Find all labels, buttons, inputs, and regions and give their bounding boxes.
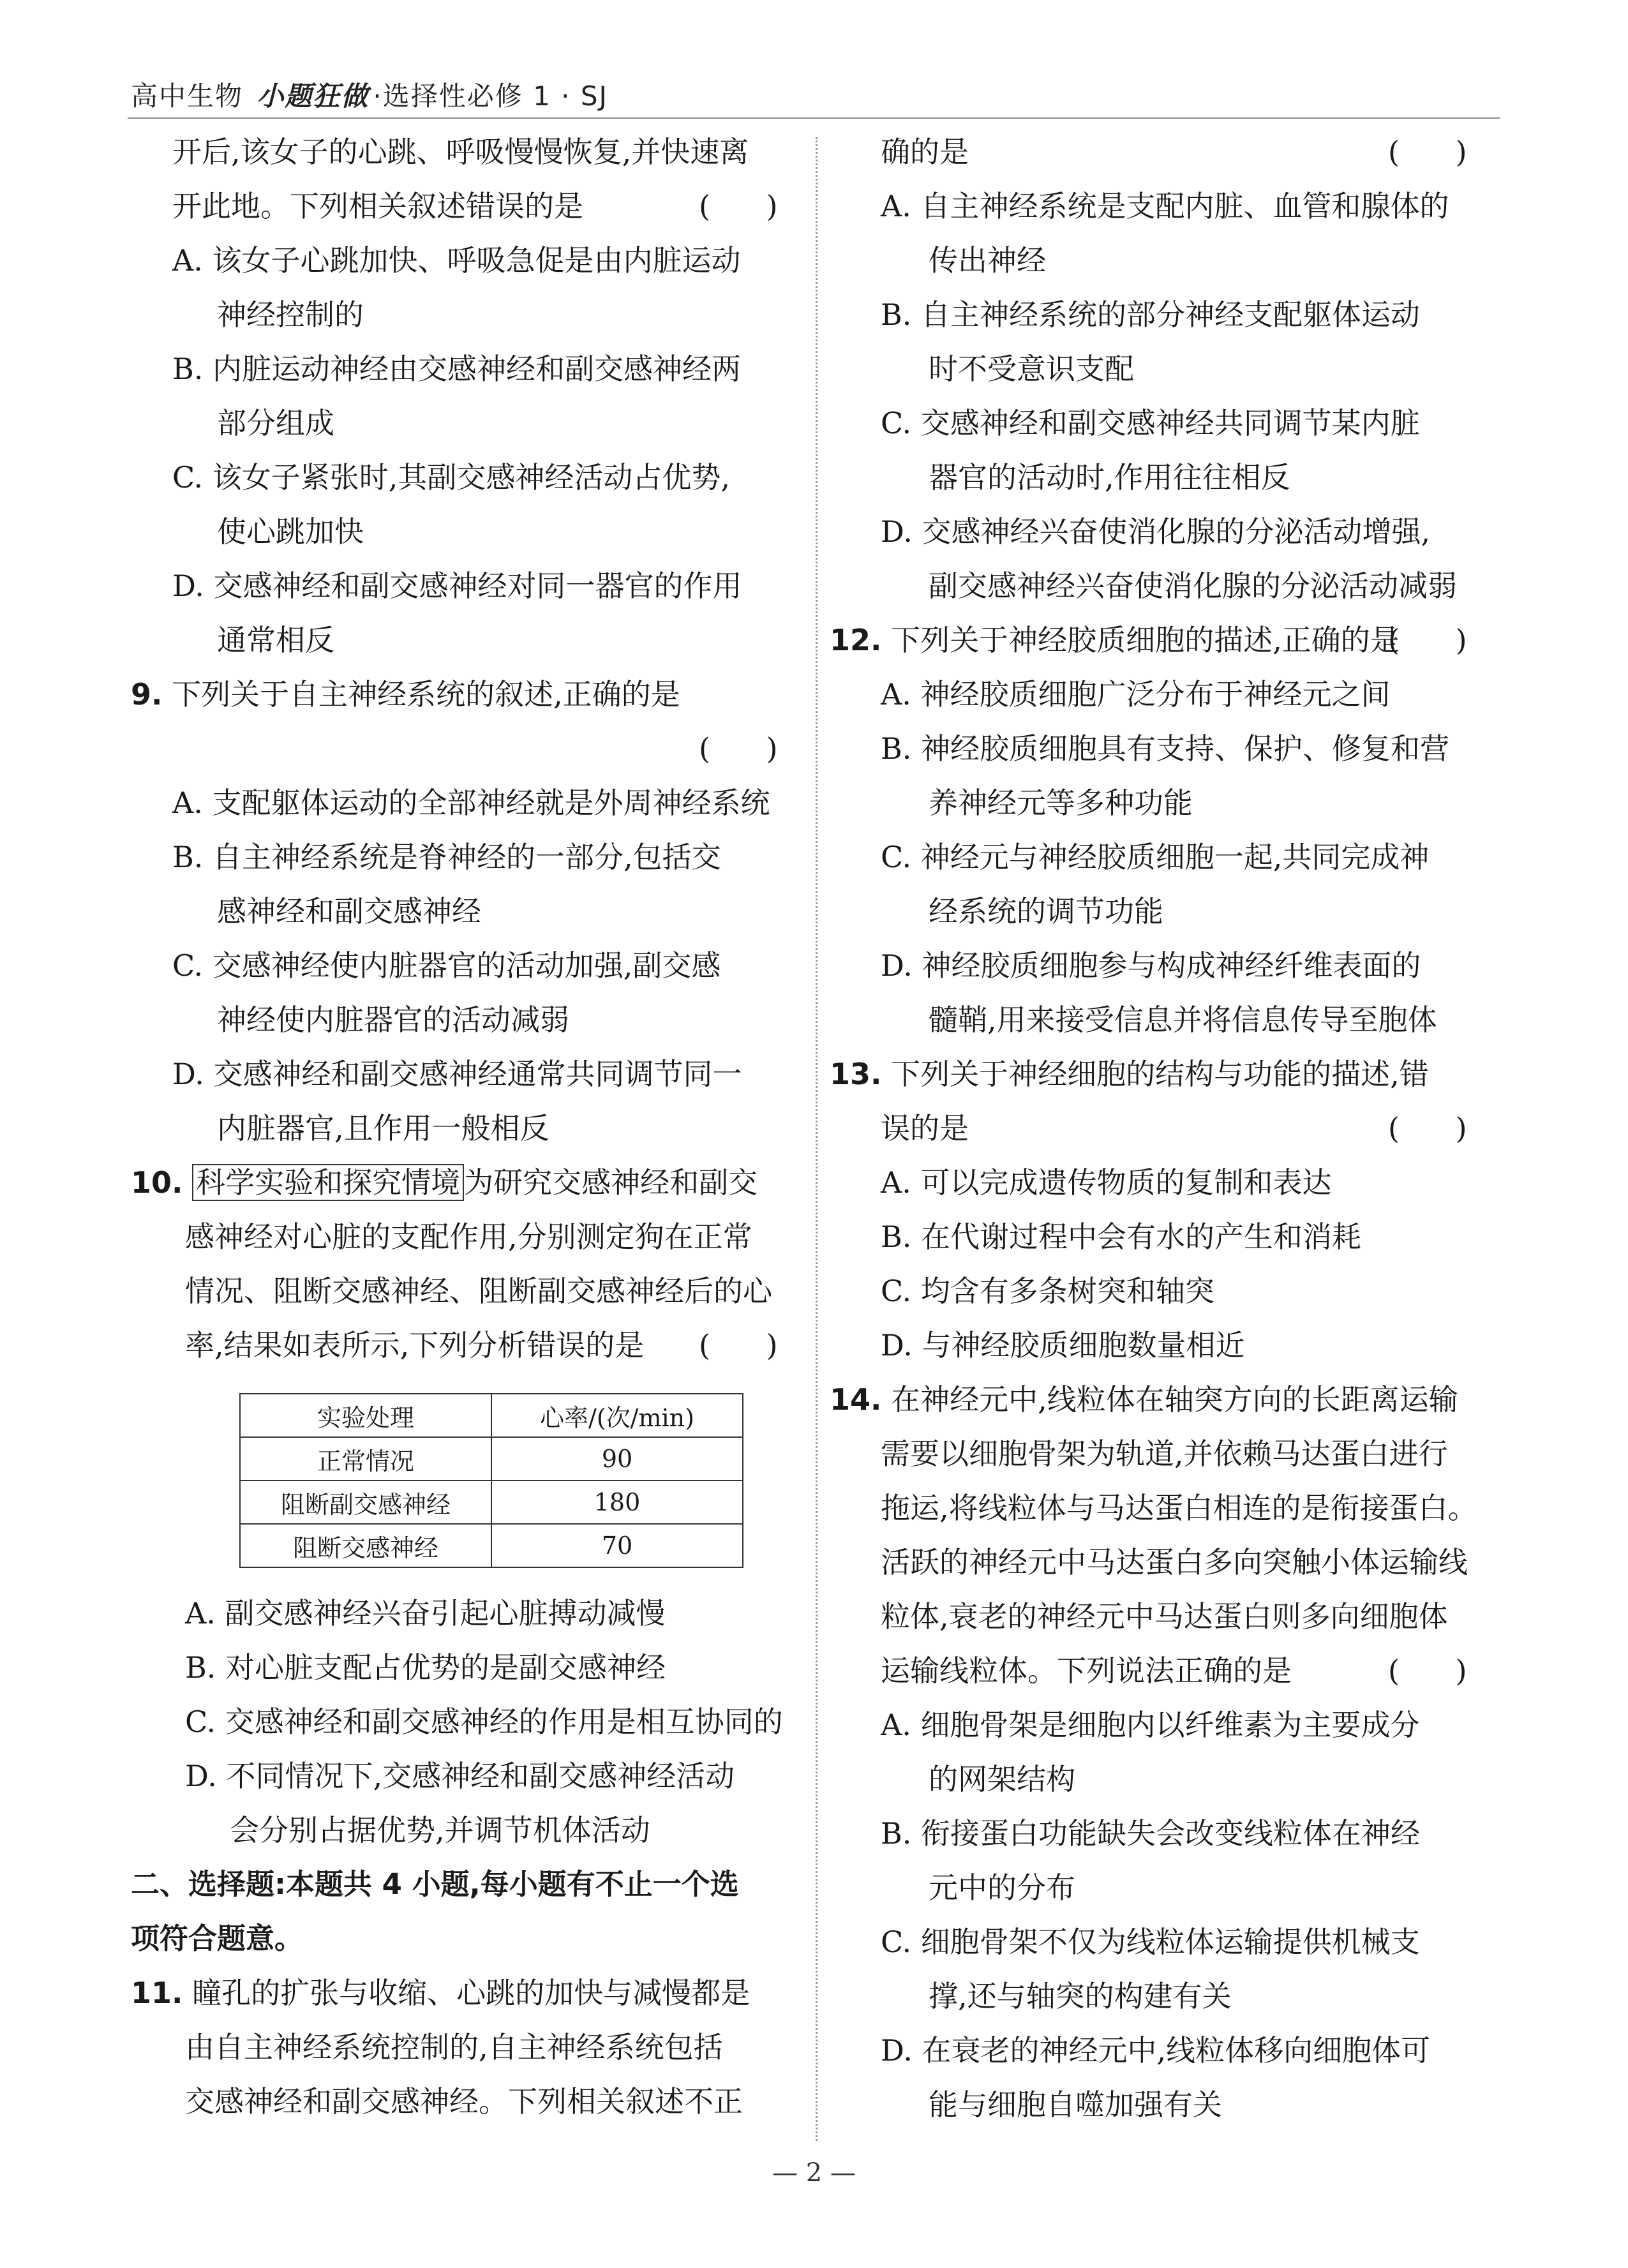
q11-option-d: D. 交感神经兴奋使消化腺的分泌活动增强, — [881, 514, 1431, 549]
q14-option-b-cont: 元中的分布 — [929, 1870, 1075, 1905]
table-cell: 90 — [491, 1437, 743, 1481]
q9-option-d: D. 交感神经和副交感神经通常共同调节同一 — [172, 1057, 742, 1091]
q10-option-c: C. 交感神经和副交感神经的作用是相互协同的 — [185, 1705, 783, 1739]
q9-text: 下列关于自主神经系统的叙述,正确的是 — [172, 677, 680, 712]
q14-line-5: 粒体,衰老的神经元中马达蛋白则多向细胞体 — [881, 1599, 1448, 1634]
q13-option-d: D. 与神经胶质细胞数量相近 — [881, 1328, 1245, 1362]
q8-option-d: D. 交感神经和副交感神经对同一器官的作用 — [172, 569, 742, 603]
q9-option-b-cont: 感神经和副交感神经 — [217, 894, 481, 929]
table-header-heart-rate: 心率/(次/min) — [491, 1394, 743, 1437]
q12-option-d: D. 神经胶质细胞参与构成神经纤维表面的 — [881, 948, 1421, 983]
q11-number: 11. — [131, 1976, 183, 2010]
q9-option-a: A. 支配躯体运动的全部神经就是外周神经系统 — [172, 786, 770, 820]
q11-line-4: 确的是 — [881, 135, 969, 169]
q13-stem — [830, 1055, 1429, 1093]
q8-option-c-cont: 使心跳加快 — [217, 514, 364, 549]
q13-number: 13. — [830, 1057, 882, 1091]
q12-stem — [830, 621, 1400, 659]
table-row — [240, 1481, 743, 1524]
q14-line-6: 运输线粒体。下列说法正确的是 — [881, 1653, 1292, 1688]
section-2-heading-cont: 项符合题意。 — [131, 1921, 304, 1955]
q12-option-d-cont: 髓鞘,用来接受信息并将信息传导至胞体 — [929, 1003, 1437, 1037]
q14-text-1: 在神经元中,线粒体在轴突方向的长距离运输 — [891, 1382, 1458, 1417]
q10-line-2: 感神经对心脏的支配作用,分别测定狗在正常 — [185, 1220, 752, 1254]
table-cell: 正常情况 — [240, 1437, 491, 1481]
q14-option-c-cont: 撑,还与轴突的构建有关 — [929, 1979, 1232, 2013]
q14-option-b: B. 衔接蛋白功能缺失会改变线粒体在神经 — [881, 1816, 1421, 1851]
q8-option-a: A. 该女子心跳加快、呼吸急促是由内脏运动 — [172, 243, 741, 278]
q8-option-c: C. 该女子紧张时,其副交感神经活动占优势, — [172, 460, 731, 495]
q13-text-1: 下列关于神经细胞的结构与功能的描述,错 — [891, 1057, 1429, 1091]
q10-option-d: D. 不同情况下,交感神经和副交感神经活动 — [185, 1759, 735, 1793]
q11-option-b: B. 自主神经系统的部分神经支配躯体运动 — [881, 297, 1421, 332]
table-row — [240, 1437, 743, 1481]
q11-option-c-cont: 器官的活动时,作用往往相反 — [929, 460, 1290, 495]
q12-option-c: C. 神经元与神经胶质细胞一起,共同完成神 — [881, 840, 1430, 874]
header-separator: · — [373, 80, 383, 112]
course-label: 选择性必修 1 · SJ — [382, 80, 608, 112]
q8-answer-blank[interactable]: ( ) — [699, 189, 778, 223]
q11-option-a: A. 自主神经系统是支配内脏、血管和腺体的 — [881, 189, 1449, 223]
q13-option-a: A. 可以完成遗传物质的复制和表达 — [881, 1165, 1332, 1200]
q14-line-2: 需要以细胞骨架为轨道,并依赖马达蛋白进行 — [881, 1436, 1448, 1471]
q11-line-2: 由自主神经系统控制的,自主神经系统包括 — [185, 2030, 723, 2064]
q12-answer-blank[interactable]: ( ) — [1388, 623, 1467, 657]
q9-number: 9. — [131, 677, 163, 712]
q11-option-c: C. 交感神经和副交感神经共同调节某内脏 — [881, 406, 1420, 440]
q9-option-b: B. 自主神经系统是脊神经的一部分,包括交 — [172, 840, 721, 874]
table-cell: 阻断交感神经 — [240, 1524, 491, 1567]
q10-stem — [131, 1163, 758, 1202]
brand-logo-text: 小题狂做 — [257, 80, 370, 112]
q8-option-b-cont: 部分组成 — [217, 406, 334, 440]
table-cell: 70 — [491, 1524, 743, 1567]
header-rule — [128, 117, 1500, 119]
column-divider — [816, 137, 818, 2141]
q12-option-c-cont: 经系统的调节功能 — [929, 894, 1163, 929]
section-2-heading: 二、选择题:本题共 4 小题,每小题有不止一个选 — [131, 1867, 739, 1901]
q11-text-1: 瞳孔的扩张与收缩、心跳的加快与减慢都是 — [192, 1976, 751, 2010]
q10-text-1: 为研究交感神经和副交 — [464, 1165, 758, 1200]
table-header-treatment: 实验处理 — [240, 1394, 491, 1437]
q9-option-c: C. 交感神经使内脏器官的活动加强,副交感 — [172, 948, 721, 983]
q11-option-b-cont: 时不受意识支配 — [929, 352, 1134, 386]
q11-answer-blank[interactable]: ( ) — [1388, 135, 1467, 169]
page-header — [131, 75, 608, 114]
q14-option-a: A. 细胞骨架是细胞内以纤维素为主要成分 — [881, 1708, 1420, 1742]
q11-stem — [131, 1974, 750, 2012]
q14-option-c: C. 细胞骨架不仅为线粒体运输提供机械支 — [881, 1925, 1420, 1959]
q10-answer-blank[interactable]: ( ) — [699, 1328, 778, 1362]
q12-text: 下列关于神经胶质细胞的描述,正确的是 — [891, 623, 1400, 657]
q14-line-3: 拖运,将线粒体与马达蛋白相连的是衔接蛋白。 — [881, 1491, 1477, 1525]
q9-answer-blank[interactable]: ( ) — [699, 731, 778, 766]
q14-option-a-cont: 的网架结构 — [929, 1762, 1075, 1796]
q14-line-4: 活跃的神经元中马达蛋白多向突触小体运输线 — [881, 1545, 1468, 1579]
q14-option-d-cont: 能与细胞自噬加强有关 — [929, 2087, 1222, 2122]
q10-option-d-cont: 会分别占据优势,并调节机体活动 — [230, 1813, 650, 1847]
q10-option-b: B. 对心脏支配占优势的是副交感神经 — [185, 1650, 666, 1685]
q10-context-tag: 科学实验和探究情境 — [192, 1164, 464, 1201]
q11-option-d-cont: 副交感神经兴奋使消化腺的分泌活动减弱 — [929, 569, 1457, 603]
q13-answer-blank[interactable]: ( ) — [1388, 1111, 1467, 1145]
q9-option-d-cont: 内脏器官,且作用一般相反 — [217, 1111, 549, 1145]
q9-option-c-cont: 神经使内脏器官的活动减弱 — [217, 1003, 569, 1037]
q8-line-2: 开此地。下列相关叙述错误的是 — [172, 189, 583, 223]
q12-option-b: B. 神经胶质细胞具有支持、保护、修复和营 — [881, 731, 1450, 766]
q10-line-3: 情况、阻断交感神经、阻断副交感神经后的心 — [185, 1274, 772, 1308]
q11-line-3: 交感神经和副交感神经。下列相关叙述不正 — [185, 2084, 743, 2119]
q8-line-1: 开后,该女子的心跳、呼吸慢慢恢复,并快速离 — [172, 135, 749, 169]
q12-option-a: A. 神经胶质细胞广泛分布于神经元之间 — [881, 677, 1391, 712]
q11-option-a-cont: 传出神经 — [929, 243, 1046, 278]
table-cell: 180 — [491, 1481, 743, 1524]
q8-option-a-cont: 神经控制的 — [217, 297, 364, 332]
table-header-row — [240, 1394, 743, 1437]
q10-option-a: A. 副交感神经兴奋引起心脏搏动减慢 — [185, 1596, 666, 1630]
page-number: — 2 — — [772, 2158, 856, 2188]
q14-answer-blank[interactable]: ( ) — [1388, 1653, 1467, 1688]
q14-option-d: D. 在衰老的神经元中,线粒体移向细胞体可 — [881, 2033, 1431, 2068]
q13-line-2: 误的是 — [881, 1111, 969, 1145]
q8-option-b: B. 内脏运动神经由交感神经和副交感神经两 — [172, 352, 742, 386]
q13-option-b: B. 在代谢过程中会有水的产生和消耗 — [881, 1220, 1362, 1254]
heart-rate-table — [239, 1393, 743, 1568]
q12-option-b-cont: 养神经元等多种功能 — [929, 786, 1193, 820]
q10-number: 10. — [131, 1165, 183, 1200]
table-row — [240, 1524, 743, 1567]
q10-line-4: 率,结果如表所示,下列分析错误的是 — [185, 1328, 645, 1362]
q14-number: 14. — [830, 1382, 882, 1417]
q14-stem — [830, 1380, 1458, 1419]
q8-option-d-cont: 通常相反 — [217, 623, 334, 657]
q12-number: 12. — [830, 623, 882, 657]
subject-label: 高中生物 — [131, 80, 244, 112]
q9-stem — [131, 675, 680, 713]
table-cell: 阻断副交感神经 — [240, 1481, 491, 1524]
q13-option-c: C. 均含有多条树突和轴突 — [881, 1274, 1214, 1308]
